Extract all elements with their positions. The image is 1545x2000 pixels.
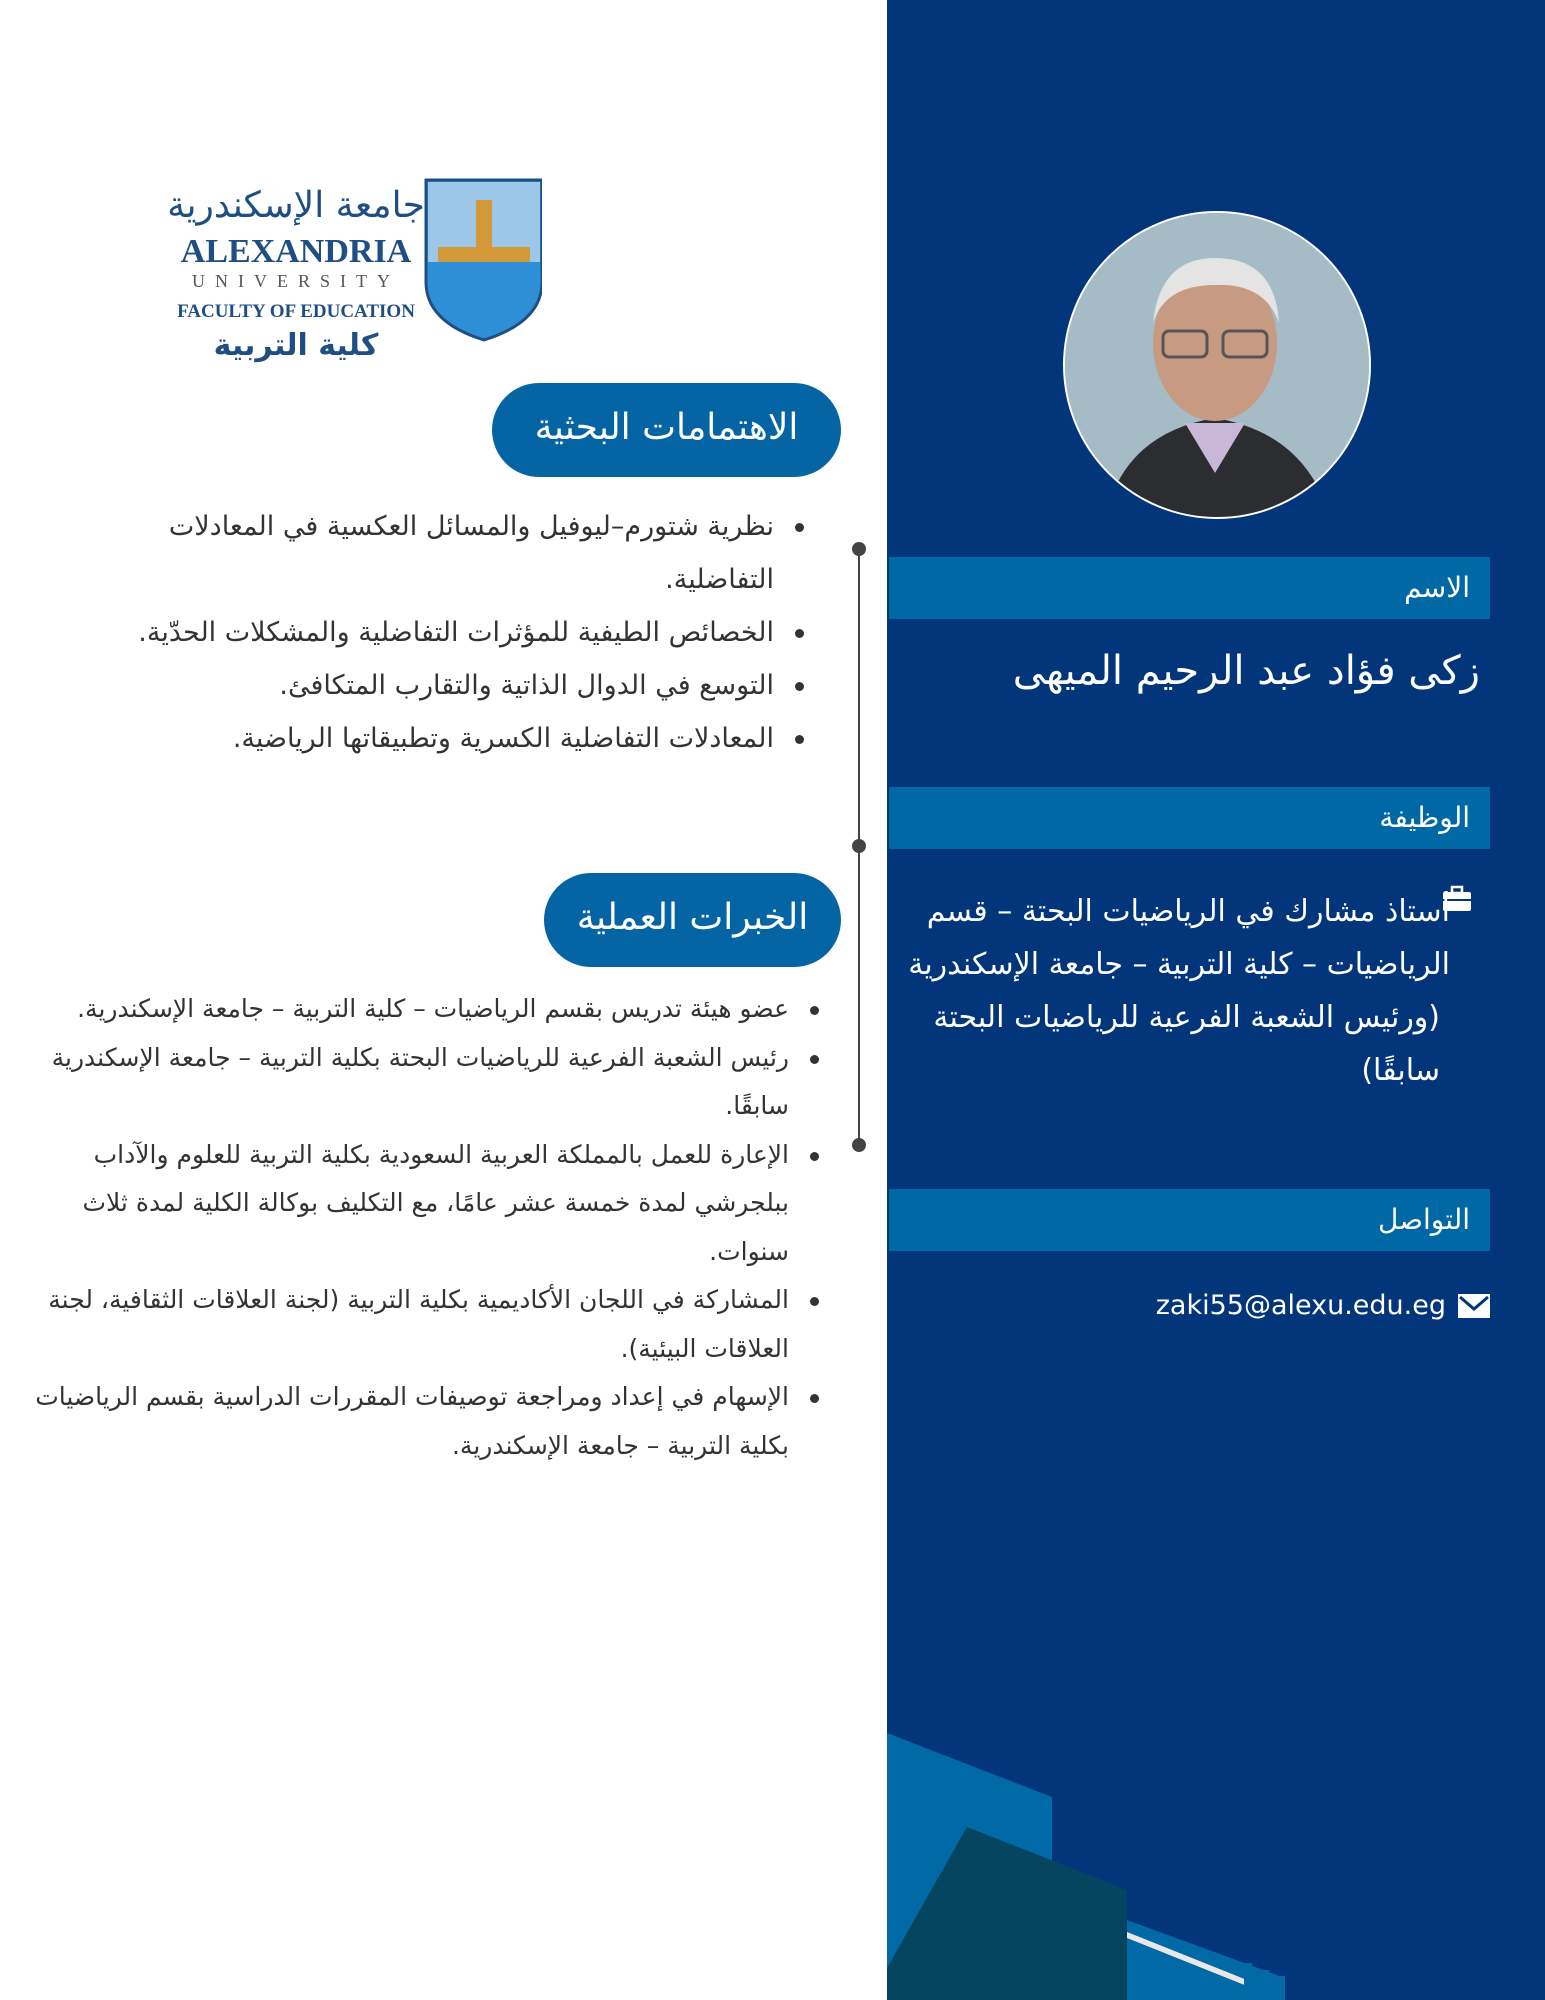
job-title: أستاذ مشارك في الرياضيات البحتة – قسم الرياضيات – كلية التربية – جامعة الإسكندرية bbox=[908, 894, 1450, 982]
profile-photo bbox=[1063, 211, 1371, 519]
envelope-icon bbox=[1458, 1294, 1490, 1318]
svg-text:كلية التربية: كلية التربية bbox=[213, 328, 379, 363]
list-item: رئيس الشعبة الفرعية للرياضيات البحتة بكلية التربية – جامعة الإسكندرية سابقًا. bbox=[27, 1034, 827, 1131]
person-photo-icon bbox=[1065, 213, 1369, 517]
timeline-dot bbox=[852, 1138, 866, 1152]
experience-heading: الخبرات العملية bbox=[544, 873, 841, 967]
job-section-header: الوظيفة bbox=[889, 787, 1490, 849]
svg-text:ALEXANDRIA: ALEXANDRIA bbox=[180, 233, 412, 270]
list-item: الخصائص الطيفية للمؤثرات التفاضلية والمشكلات الحدّية. bbox=[92, 606, 812, 659]
research-interests-list bbox=[92, 500, 812, 765]
list-item: عضو هيئة تدريس بقسم الرياضيات – كلية التربية – جامعة الإسكندرية. bbox=[27, 985, 827, 1034]
svg-text:جامعة الإسكندرية: جامعة الإسكندرية bbox=[167, 185, 425, 226]
contact-section-header: التواصل bbox=[889, 1189, 1490, 1251]
list-item: التوسع في الدوال الذاتية والتقارب المتكافئ. bbox=[92, 659, 812, 712]
list-item: المشاركة في اللجان الأكاديمية بكلية التربية (لجنة العلاقات الثقافية، لجنة العلاقات البيئية). bbox=[27, 1276, 827, 1373]
list-item: الإسهام في إعداد ومراجعة توصيفات المقررات الدراسية بقسم الرياضيات بكلية التربية – جامعة الإسكندرية. bbox=[27, 1373, 827, 1470]
job-description bbox=[905, 885, 1450, 1097]
job-note: (ورئيس الشعبة الفرعية للرياضيات البحتة سابقًا) bbox=[933, 1000, 1440, 1088]
decorative-shapes bbox=[887, 1700, 1545, 2000]
timeline-dot bbox=[852, 542, 866, 556]
email-contact[interactable] bbox=[1156, 1290, 1490, 1321]
university-logo bbox=[166, 172, 542, 372]
list-item: المعادلات التفاضلية الكسرية وتطبيقاتها الرياضية. bbox=[92, 712, 812, 765]
svg-text:UNIVERSITY: UNIVERSITY bbox=[192, 271, 400, 291]
experience-list bbox=[27, 985, 827, 1470]
email-address[interactable]: zaki55@alexu.edu.eg bbox=[1155, 1290, 1446, 1321]
list-item: الإعارة للعمل بالمملكة العربية السعودية بكلية التربية للعلوم والآداب ببلجرشي لمدة خمسة عشر عامًا، مع التكليف بوكالة الكلية لمدة ثلاث سنوات. bbox=[27, 1131, 827, 1277]
timeline-dot bbox=[852, 839, 866, 853]
person-name: زكى فؤاد عبد الرحيم الميهى bbox=[1012, 648, 1480, 694]
name-section-header: الاسم bbox=[889, 557, 1490, 619]
research-interests-heading: الاهتمامات البحثية bbox=[492, 383, 841, 477]
svg-text:FACULTY OF EDUCATION: FACULTY OF EDUCATION bbox=[177, 301, 415, 322]
list-item: نظرية شتورم–ليوفيل والمسائل العكسية في المعادلات التفاضلية. bbox=[92, 500, 812, 606]
